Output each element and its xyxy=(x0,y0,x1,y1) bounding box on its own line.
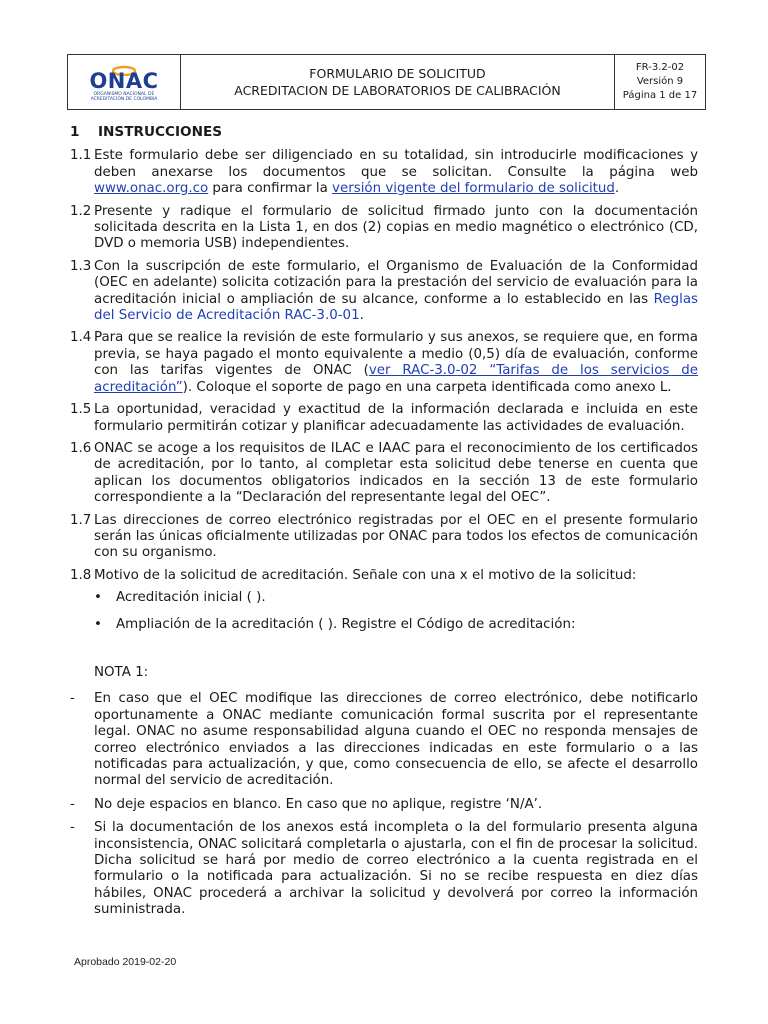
reason-initial-accreditation xyxy=(94,590,698,606)
document-header xyxy=(67,54,706,110)
item-text-part: Para que se realice la revisión de este formulario y sus anexos, se requiere que, en forma previa, se haya pagado el monto equivalente a medio (0,5) día de evaluación, conforme con las tarifas vigentes de ONAC ( xyxy=(94,330,698,379)
rac-tariffs-link[interactable]: ver RAC-3.0-02 “Tarifas de los servicios de acreditación” xyxy=(94,363,698,395)
item-text-part: ). Coloque el soporte de pago en una carpeta identificada como anexo L. xyxy=(182,379,672,395)
item-text: La oportunidad, veracidad y exactitud de la información declarada e incluida en este formulario permitirán cotizar y planificar adecuadamente las actividades de evaluación. xyxy=(94,402,698,434)
item-text-part: . xyxy=(359,308,364,324)
logo-subtitle-1: ORGANISMO NACIONAL DE xyxy=(93,92,155,97)
dash-marker: - xyxy=(70,796,75,812)
section-title: INSTRUCCIONES xyxy=(98,124,223,140)
header-title xyxy=(181,55,614,109)
dash-marker: - xyxy=(70,820,75,836)
logo-subtitle-2: ACREDITACIÓN DE COLOMBIA xyxy=(90,97,158,102)
doc-page: Página 1 de 17 xyxy=(622,90,698,101)
item-number: 1.4 xyxy=(70,330,92,346)
bullet-text: Acreditación inicial ( ). xyxy=(116,590,266,606)
section-number: 1 xyxy=(70,124,80,140)
item-number: 1.8 xyxy=(70,567,92,583)
item-number: 1.6 xyxy=(70,440,92,456)
section-heading xyxy=(70,124,698,140)
document-body xyxy=(70,124,698,926)
note-item-2 xyxy=(70,797,698,813)
instruction-item-1-1 xyxy=(70,148,698,197)
item-text: Motivo de la solicitud de acreditación. Señale con una x el motivo de la solicitud: xyxy=(94,567,637,583)
instruction-item-1-6 xyxy=(70,441,698,507)
item-text-part: Este formulario debe ser diligenciado en su totalidad, sin introducirle modificaciones y deben anexarse los documentos que se solicitan. Consulte la página web xyxy=(94,148,698,180)
instruction-item-1-3 xyxy=(70,259,698,325)
instruction-item-1-5 xyxy=(70,402,698,435)
item-number: 1.3 xyxy=(70,258,92,274)
logo-wordmark: ONAC xyxy=(89,69,159,93)
item-text-part: para confirmar la xyxy=(208,181,333,197)
header-meta xyxy=(614,55,705,109)
instruction-item-1-2 xyxy=(70,204,698,253)
form-version-link[interactable]: versión vigente del formulario de solicitud xyxy=(332,181,615,197)
note-text: Si la documentación de los anexos está incompleta o la del formulario presenta alguna inconsistencia, ONAC solicitará completarla o ajustarla, con el fin de procesar la solicitud. Dicha solicitud se hará por medio de correo electrónico a la cuenta registrada en el formulario o la notificada para actualización. Si no se recibe respuesta en diez días hábiles, ONAC procederá a archivar la solicitud y devolverá por correo la información suministrada. xyxy=(94,820,698,918)
item-text xyxy=(94,259,698,325)
instruction-item-1-4 xyxy=(70,330,698,396)
onac-website-link[interactable]: www.onac.org.co xyxy=(94,181,209,197)
note-text: En caso que el OEC modifique las direcciones de correo electrónico, debe notificarlo oportunamente a ONAC mediante comunicación formal suscrita por el representante legal. ONAC no asume responsabilidad alguna cuando el OEC no responda mensajes de correo electrónico enviados a las direcciones indicadas en este formulario o a las notificadas para actualización, y que, como consecuencia de ello, se afecte el desarrollo normal del servicio de acreditación. xyxy=(94,691,698,789)
item-text xyxy=(94,148,698,197)
bullet-icon: • xyxy=(94,616,102,632)
note-title: NOTA 1: xyxy=(94,664,149,680)
doc-version: Versión 9 xyxy=(636,76,684,87)
rac-rules-link[interactable]: Reglas del Servicio de Acreditación RAC-3.0-01 xyxy=(94,291,698,324)
item-text: Presente y radique el formulario de solicitud firmado junto con la documentación solicitada descrita en la Lista 1, en dos (2) copias en medio magnético o electrónico (CD, DVD o memoria USB) independientes. xyxy=(94,203,698,252)
item-number: 1.5 xyxy=(70,402,92,418)
instruction-item-1-8 xyxy=(70,568,698,584)
note-item-1 xyxy=(70,691,698,789)
reason-accreditation-extension xyxy=(94,617,698,633)
item-text: Las direcciones de correo electrónico registradas por el OEC en el presente formulario serán las únicas oficialmente utilizadas por ONAC para todos los efectos de comunicación con su organismo. xyxy=(94,512,698,561)
note-text: No deje espacios en blanco. En caso que no aplique, registre ‘N/A’. xyxy=(94,796,543,812)
item-number: 1.1 xyxy=(70,148,92,164)
dash-marker: - xyxy=(70,691,75,707)
bullet-text: Ampliación de la acreditación ( ). Registre el Código de acreditación: xyxy=(116,616,576,632)
item-text-part: Con la suscripción de este formulario, el Organismo de Evaluación de la Conformidad (OEC en adelante) solicita cotización para la prestación del servicio de evaluación para la acreditación inicial o ampliación de su alcance, conforme a lo establecido en las xyxy=(94,258,698,307)
reason-options xyxy=(70,590,698,633)
note-item-3 xyxy=(70,820,698,918)
doc-code: FR-3.2-02 xyxy=(635,62,685,73)
item-number: 1.2 xyxy=(70,203,92,219)
bullet-icon: • xyxy=(94,590,102,606)
instruction-item-1-7 xyxy=(70,513,698,562)
header-title-line1: FORMULARIO DE SOLICITUD xyxy=(309,66,486,81)
item-number: 1.7 xyxy=(70,512,92,528)
header-title-line2: ACREDITACION DE LABORATORIOS DE CALIBRACIÓN xyxy=(234,83,561,98)
onac-logo xyxy=(68,55,181,109)
item-text xyxy=(94,330,698,396)
item-text-part: . xyxy=(614,181,620,197)
item-text: ONAC se acoge a los requisitos de ILAC e IAAC para el reconocimiento de los certificados de acreditación, por lo tanto, al completar esta solicitud debe tenerse en cuenta que aplican los documentos obligatorios indicados en la sección 13 de este formulario correspondiente a la “Declaración del representante legal del OEC”. xyxy=(94,440,698,506)
approval-footer: Aprobado 2019-02-20 xyxy=(74,956,177,968)
